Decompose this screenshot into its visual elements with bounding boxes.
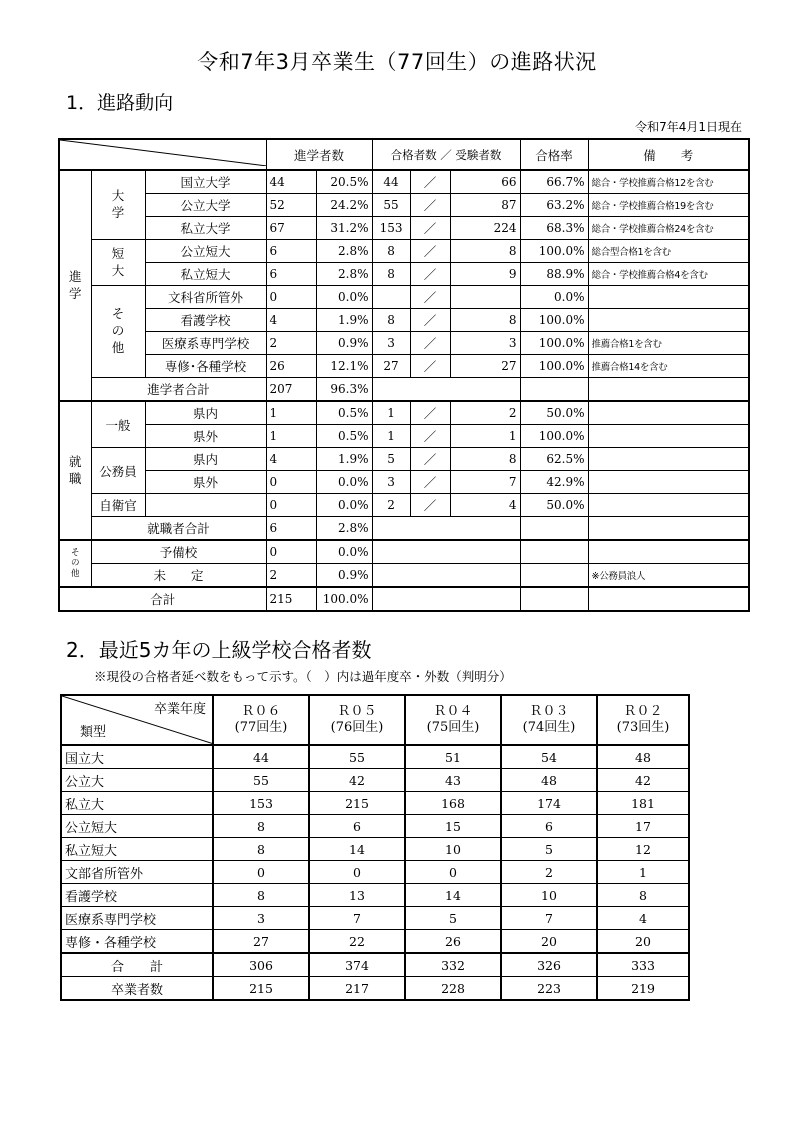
cell-value: 1	[597, 861, 689, 884]
row-label: 文部省所管外	[61, 861, 213, 884]
cell-value: 3	[213, 907, 309, 930]
cell-value: 13	[309, 884, 405, 907]
as-of-date: 令和7年4月1日現在	[635, 120, 742, 134]
header-corner: 卒業年度 類型	[61, 695, 213, 745]
cell-value: 332	[405, 953, 501, 977]
cell-value: 217	[309, 977, 405, 1001]
diagonal-line	[60, 140, 266, 166]
cell-value: 5	[405, 907, 501, 930]
cell-value: 10	[405, 838, 501, 861]
year-header: Ｒ０５ (76回生)	[309, 695, 405, 745]
header-rate: 合格率	[520, 139, 588, 170]
year-header: Ｒ０２ (73回生)	[597, 695, 689, 745]
subgroup-jieikan: 自衛官	[91, 494, 145, 517]
page-title: 令和7年3月卒業生（77回生）の進路状況	[197, 50, 597, 74]
cell-value: 43	[405, 769, 501, 792]
year-header: Ｒ０６ (77回生)	[213, 695, 309, 745]
table-row	[61, 769, 689, 792]
cell-value: 6	[501, 815, 597, 838]
cell-value: 14	[309, 838, 405, 861]
table-row	[61, 977, 689, 1001]
cell-value: 12	[597, 838, 689, 861]
row-label: 私立大	[61, 792, 213, 815]
cell-value: 22	[309, 930, 405, 954]
table-row	[61, 838, 689, 861]
grand-total-label: 合計	[59, 587, 266, 611]
cell-value: 8	[213, 884, 309, 907]
cell-value: 5	[501, 838, 597, 861]
section2-note: ※現役の合格者延べ数をもって示す。（ ）内は過年度卒・外数（判明分）	[94, 669, 512, 684]
subgroup-ippan: 一般	[91, 401, 145, 448]
cell-value: 6	[309, 815, 405, 838]
subgroup-daigaku: 大 学	[91, 170, 145, 240]
section-heading-1: 1．進路動向	[66, 92, 174, 114]
cell-value: 26	[405, 930, 501, 954]
cell-value: 8	[597, 884, 689, 907]
year-header: Ｒ０３ (74回生)	[501, 695, 597, 745]
row-label: 専修・各種学校	[61, 930, 213, 954]
cell-value: 48	[501, 769, 597, 792]
cell-value: 168	[405, 792, 501, 815]
cell-value: 7	[309, 907, 405, 930]
section-heading-2: 2．最近5カ年の上級学校合格者数	[66, 638, 372, 662]
cell-value: 306	[213, 953, 309, 977]
subgroup-komuin: 公務員	[91, 448, 145, 494]
cell-value: 42	[597, 769, 689, 792]
cell-value: 0	[213, 861, 309, 884]
cell-value: 8	[213, 815, 309, 838]
table-row	[61, 884, 689, 907]
cell-value: 55	[213, 769, 309, 792]
table-row	[61, 745, 689, 769]
cell-value: 219	[597, 977, 689, 1001]
cell-value: 228	[405, 977, 501, 1001]
row-label: 卒業者数	[61, 977, 213, 1001]
year-header: Ｒ０４ (75回生)	[405, 695, 501, 745]
row-label: 医療系専門学校	[61, 907, 213, 930]
cell-value: 0	[309, 861, 405, 884]
cell-value: 7	[501, 907, 597, 930]
header-corner	[59, 139, 266, 170]
row-label: 合 計	[61, 953, 213, 977]
header-enrolled: 進学者数	[266, 139, 372, 170]
table-row	[61, 861, 689, 884]
cell-value: 17	[597, 815, 689, 838]
cell-value: 4	[597, 907, 689, 930]
subgroup-tandai: 短 大	[91, 240, 145, 286]
shingaku-total-label: 進学者合計	[91, 378, 266, 402]
row-label: 国立大学	[145, 170, 266, 194]
cell-value: 153	[213, 792, 309, 815]
table-row	[61, 953, 689, 977]
table-row	[61, 792, 689, 815]
header-remarks: 備 考	[588, 139, 749, 170]
subgroup-sonota: そ の 他	[91, 286, 145, 378]
shushoku-total-label: 就職者合計	[91, 517, 266, 541]
row-label: 国立大	[61, 745, 213, 769]
cell-value: 215	[309, 792, 405, 815]
career-status-table: 進学者数 合格者数 ／ 受験者数 合格率 備 考 進 学 大 学 国立大学 44 20.5% 44 ／ 66 66.7% 総合・学校推薦合格12を含む 公立大学 52 24.2% 55 ／ 87 63.2% 総合・学校推薦合格19を含む 私立大学 67 31.2% 153 ／ 224 68.3% 総合・学校推薦合格24を含む 短 大 公立短大 6 2.8% 8 ／ 8 100.0% 総合型合格1を含む 私立短大 6 2.8% 8 ／ 9 88.9% 総合・学校推薦合格4を含む そ の 他 文科省所管外 0 0.0% ／ 0.0% 看護学校 4 1.9% 8 ／ 8 100.0% 医療系専門学校 2 0.9% 3 ／ 3 100.0% 推薦合格1を含む 専修･各種学校 26 12.1% 27 ／ 27 100.0% 推薦合格14を含む 進学者合計 207 96.3% 就 職 一般 県内 1 0.5% 1 ／ 2 50.0% 県外 1 0.5% 1 ／ 1 100.0% 公務員 県内 4 1.9% 5 ／ 8 62.5% 県外 0 0.0% 3 ／ 7 42.9% 自衛官 0 0.0% 2 ／ 4 50.0% 就職者合計 6 2.8% そ の 他 予備校 0 0.0% 未 定 2 0.9% ※公務員浪人 合計 215 100.0%	[58, 138, 750, 612]
cell-value: 374	[309, 953, 405, 977]
row-label: 公立大	[61, 769, 213, 792]
cell-value: 14	[405, 884, 501, 907]
cell-value: 48	[597, 745, 689, 769]
table-row	[61, 907, 689, 930]
cell-value: 54	[501, 745, 597, 769]
group-sonota: そ の 他	[59, 540, 91, 587]
cell-value: 51	[405, 745, 501, 769]
group-shushoku: 就 職	[59, 401, 91, 540]
cell-value: 15	[405, 815, 501, 838]
cell-value: 2	[501, 861, 597, 884]
cell-value: 55	[309, 745, 405, 769]
cell-value: 8	[213, 838, 309, 861]
five-year-table	[60, 694, 690, 1001]
cell-value: 181	[597, 792, 689, 815]
cell-value: 333	[597, 953, 689, 977]
cell-value: 20	[501, 930, 597, 954]
cell-value: 215	[213, 977, 309, 1001]
cell-value: 223	[501, 977, 597, 1001]
table-row	[61, 815, 689, 838]
cell-value: 42	[309, 769, 405, 792]
cell-value: 0	[405, 861, 501, 884]
row-label: 看護学校	[61, 884, 213, 907]
header-pass-exam: 合格者数 ／ 受験者数	[372, 139, 520, 170]
cell-value: 10	[501, 884, 597, 907]
row-label: 公立短大	[61, 815, 213, 838]
cell-value: 44	[213, 745, 309, 769]
row-label: 私立短大	[61, 838, 213, 861]
table-row	[61, 930, 689, 954]
cell-value: 27	[213, 930, 309, 954]
cell-value: 174	[501, 792, 597, 815]
cell-value: 20	[597, 930, 689, 954]
remark: 総合・学校推薦合格12を含む	[588, 170, 749, 194]
group-shingaku: 進 学	[59, 170, 91, 401]
cell-value: 326	[501, 953, 597, 977]
